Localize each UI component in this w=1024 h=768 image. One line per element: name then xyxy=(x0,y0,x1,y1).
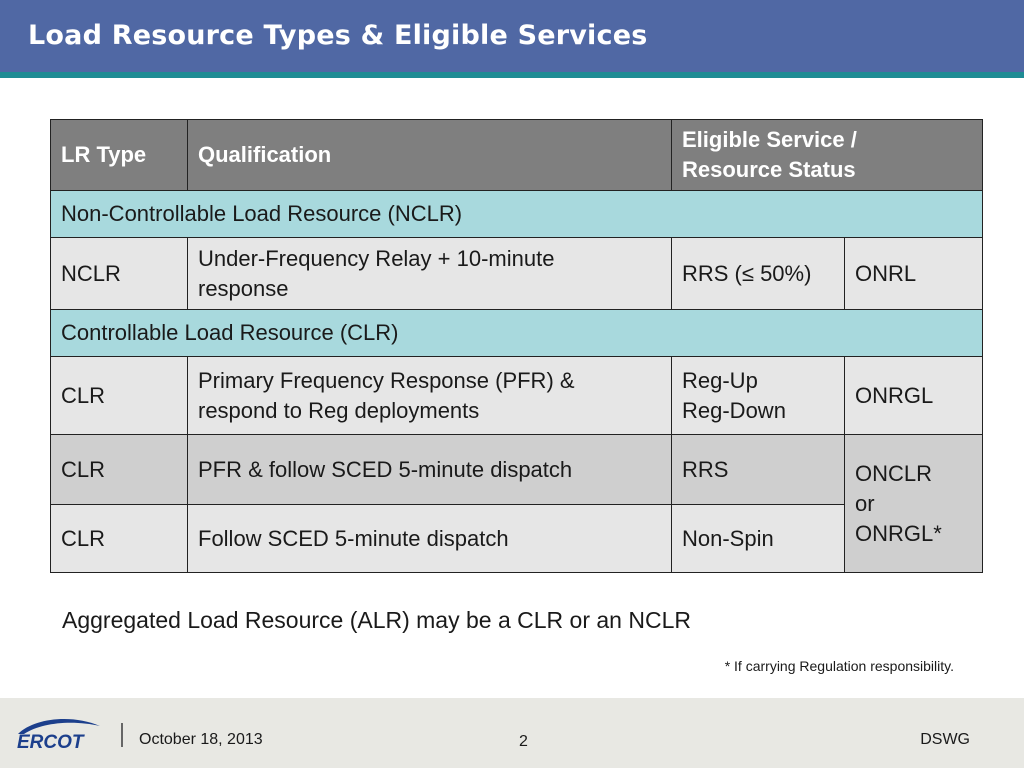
table-row-nclr xyxy=(51,238,983,310)
table-header-row xyxy=(51,120,983,191)
cell-qualification: PFR & follow SCED 5-minute dispatch xyxy=(188,435,672,505)
section-row-nclr xyxy=(51,191,983,238)
cell-service: RRS xyxy=(672,435,845,505)
status-line1: ONCLR xyxy=(855,460,933,486)
status-line2: or xyxy=(855,490,875,516)
cell-status: ONRL xyxy=(845,238,983,310)
qual-line2: response xyxy=(198,275,289,301)
cell-type: CLR xyxy=(51,357,188,435)
cell-status: ONRGL xyxy=(845,357,983,435)
table-row-clr-reg xyxy=(51,357,983,435)
qual-line1: Primary Frequency Response (PFR) & xyxy=(198,367,575,393)
footer-date: October 18, 2013 xyxy=(139,731,263,748)
cell-qualification: Follow SCED 5-minute dispatch xyxy=(188,505,672,573)
cell-service xyxy=(672,357,845,435)
section-label-nclr: Non-Controllable Load Resource (NCLR) xyxy=(51,191,983,238)
qual-line2: respond to Reg deployments xyxy=(198,397,480,423)
cell-service: Non-Spin xyxy=(672,505,845,573)
service-line2: Reg-Down xyxy=(682,397,786,423)
alr-note: Aggregated Load Resource (ALR) may be a CLR or an NCLR xyxy=(62,607,691,633)
ercot-logo xyxy=(14,712,104,754)
header-eligible-line2: Resource Status xyxy=(682,157,856,182)
table-row-clr-nonspin xyxy=(51,505,983,573)
qual-line1: Under-Frequency Relay + 10-minute xyxy=(198,245,555,271)
cell-type: CLR xyxy=(51,505,188,573)
footer-group: DSWG xyxy=(920,731,970,748)
footnote: * If carrying Regulation responsibility. xyxy=(724,658,954,674)
slide-title: Load Resource Types & Eligible Services xyxy=(28,20,648,51)
section-label-clr: Controllable Load Resource (CLR) xyxy=(51,310,983,357)
footer-separator xyxy=(121,723,123,747)
cell-service: RRS (≤ 50%) xyxy=(672,238,845,310)
cell-type: NCLR xyxy=(51,238,188,310)
header-qualification: Qualification xyxy=(188,120,672,191)
logo-text: ERCOT xyxy=(17,732,84,753)
cell-status-merged xyxy=(845,435,983,573)
header-stripe xyxy=(0,72,1024,78)
cell-type: CLR xyxy=(51,435,188,505)
cell-qualification xyxy=(188,357,672,435)
page-number: 2 xyxy=(519,733,528,750)
header-eligible-line1: Eligible Service / xyxy=(682,127,857,152)
status-line3: ONRGL* xyxy=(855,520,942,546)
header-lr-type: LR Type xyxy=(51,120,188,191)
header-eligible-service xyxy=(672,120,983,191)
cell-qualification xyxy=(188,238,672,310)
section-row-clr xyxy=(51,310,983,357)
table-row-clr-rrs xyxy=(51,435,983,505)
service-line1: Reg-Up xyxy=(682,367,758,393)
load-resource-table xyxy=(50,119,983,573)
